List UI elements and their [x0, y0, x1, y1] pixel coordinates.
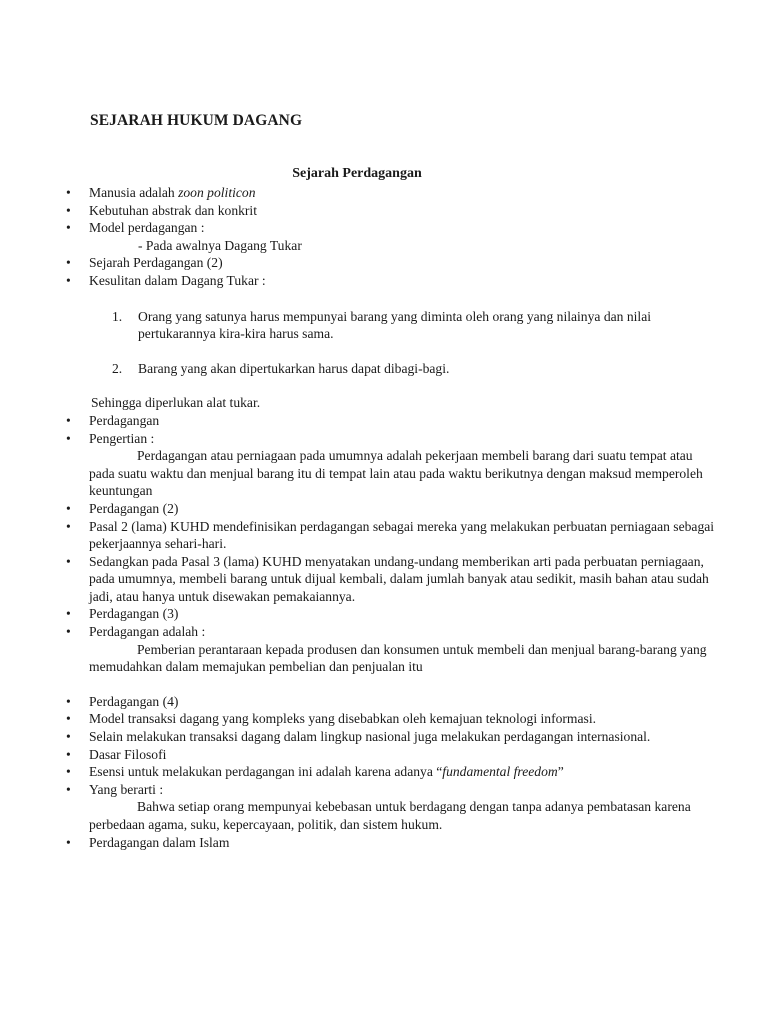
sub-item: - Pada awalnya Dagang Tukar — [138, 237, 302, 253]
bullet-item: • Perdagangan (2) — [66, 500, 716, 518]
bullet-item: • Perdagangan (4) — [66, 693, 716, 711]
italic-term: zoon politicon — [178, 185, 256, 200]
document-body — [66, 184, 716, 851]
bullet-item: • Pasal 2 (lama) KUHD mendefinisikan perdagangan sebagai mereka yang melakukan perbuatan perniagaan sebagai pekerjaannya sehari-hari. — [66, 518, 716, 553]
numbered-item: 1. Orang yang satunya harus mempunyai barang yang diminta oleh orang yang nilainya dan nilai pertukarannya kira-kira harus sama. — [112, 308, 652, 342]
italic-term: fundamental freedom — [442, 764, 558, 780]
paragraph: Sehingga diperlukan alat tukar. — [91, 395, 261, 411]
paragraph: Pemberian perantaraan kepada produsen dan konsumen untuk membeli dan menjual barang-barang yang memudahkan dalam memajukan pembelian dan penjualan itu — [89, 641, 707, 675]
bullet-item: • Esensi untuk melakukan perdagangan ini adalah karena adanya “fundamental freedom” — [66, 763, 716, 781]
section-heading: Sejarah Perdagangan — [292, 166, 422, 181]
bullet-item: • Sejarah Perdagangan (2) — [66, 254, 716, 272]
bullet-item: • Pengertian : — [66, 430, 716, 448]
item-number: 1. — [112, 308, 123, 324]
bullet-item: • Yang berarti : — [66, 781, 716, 799]
bullet-item: • Dasar Filosofi — [66, 746, 716, 764]
paragraph: Bahwa setiap orang mempunyai kebebasan untuk berdagang dengan tanpa adanya pembatasan karena perbedaan agama, suku, kepercayaan, politik, dan sistem hukum. — [89, 799, 691, 832]
bullet-item: • Model transaksi dagang yang kompleks yang disebabkan oleh kemajuan teknologi informasi. — [66, 710, 716, 728]
bullet-item: • Selain melakukan transaksi dagang dalam lingkup nasional juga melakukan perdagangan internasional. — [66, 728, 716, 746]
bullet-item: • Sedangkan pada Pasal 3 (lama) KUHD menyatakan undang-undang memberikan arti pada perbuatan perniagaan, pada umumnya, membeli barang untuk dijual kembali, dalam jumlah banyak atau sedikit, masih bahan atau sudah jadi, atau hanya untuk disewakan pemakaiannya. — [66, 553, 716, 606]
bullet-item: • Perdagangan adalah : — [66, 623, 716, 641]
item-number: 2. — [112, 360, 123, 376]
bullet-item: • Perdagangan (3) — [66, 605, 716, 623]
bullet-item: • Kebutuhan abstrak dan konkrit — [66, 202, 716, 220]
numbered-item: 2. Barang yang akan dipertukarkan harus dapat dibagi-bagi. — [112, 360, 450, 376]
paragraph: Perdagangan atau perniagaan pada umumnya adalah pekerjaan membeli barang dari suatu tempat atau pada suatu waktu dan menjual barang itu di tempat lain atau pada waktu berikutnya dengan maksud memperoleh keuntungan — [89, 448, 703, 499]
bullet-item: • Perdagangan — [66, 412, 716, 430]
bullet-item: • Model perdagangan : — [66, 219, 716, 237]
document-title: SEJARAH HUKUM DAGANG — [90, 112, 303, 129]
bullet-item: • Kesulitan dalam Dagang Tukar : — [66, 272, 716, 290]
bullet-item: • Manusia adalah zoon politicon — [66, 184, 716, 202]
bullet-item: • Perdagangan dalam Islam — [66, 834, 716, 852]
